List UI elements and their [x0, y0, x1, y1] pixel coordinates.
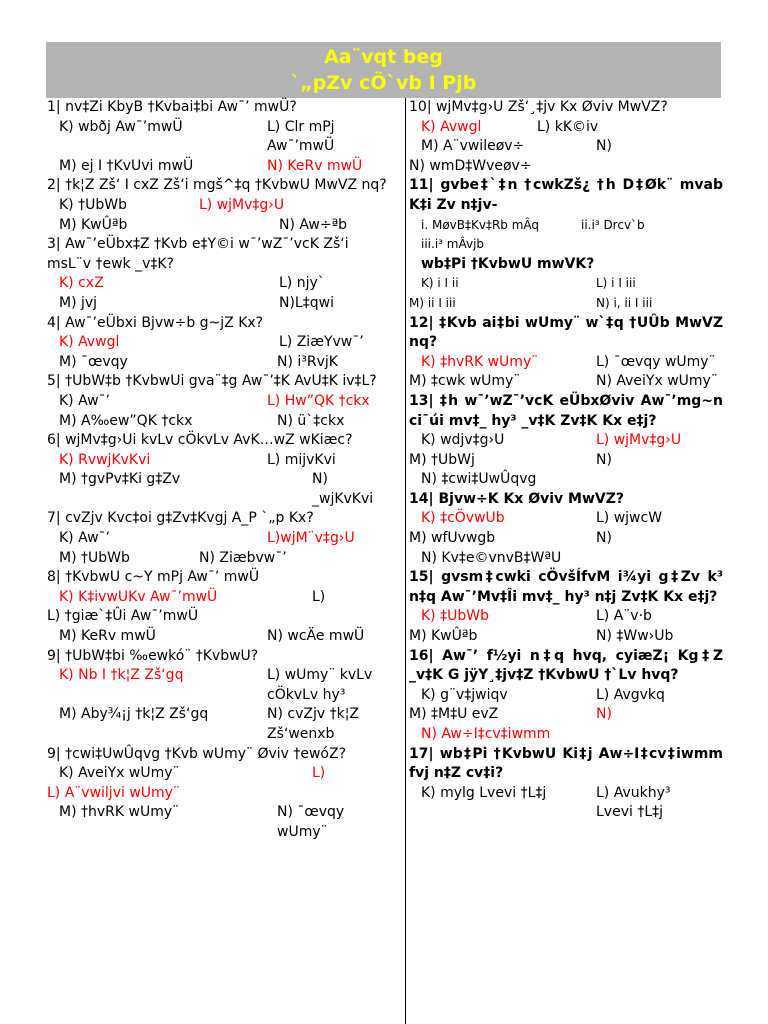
- option-d[interactable]: N) ü`‡ckx: [277, 412, 345, 429]
- option-a[interactable]: K) Aw¯’: [59, 530, 111, 547]
- option-b[interactable]: L) wUmy¨ kvLv cÖkvLv hy³: [267, 667, 373, 703]
- statement-iii: iii.i³ mÂvjb: [421, 237, 485, 252]
- option-d[interactable]: N) Aw÷ªb: [279, 216, 348, 233]
- question-7: [47, 509, 392, 568]
- option-b-text[interactable]: L) †giæ`‡Ûi Aw¯’mwÜ: [47, 608, 199, 625]
- option-d[interactable]: N) Kv‡e©vnvB‡WªU: [421, 549, 562, 566]
- option-d-correct[interactable]: N) KeRv mwÜ: [267, 157, 363, 174]
- option-c[interactable]: M) †UbWj: [409, 451, 475, 468]
- option-a[interactable]: K) wdjv‡g›U: [421, 432, 505, 449]
- option-c[interactable]: M) A‰ew”QK †ckx: [59, 412, 193, 429]
- option-a-correct[interactable]: K) ‡UbWb: [421, 608, 489, 625]
- question-15: [409, 568, 723, 646]
- option-d[interactable]: N) ‡cwi‡UwÛqvg: [421, 471, 537, 488]
- option-c[interactable]: M) †gvPv‡Ki g‡Zv: [59, 471, 181, 488]
- question-text: 9| †cwi‡UwÛqvg †Kvb wUmy¨ Øviv †ewóZ?: [47, 745, 347, 762]
- option-d[interactable]: N) wcÄe mwÜ: [267, 628, 365, 645]
- option-a-correct[interactable]: K) Avwgl: [421, 118, 482, 135]
- question-text: 13| ‡h w¯’wZ¯’vcK eÜbxØviv Aw¯’mg~n ci¯úi mv‡_ hy³ _v‡K Zv‡K Kx e‡j?: [409, 392, 723, 429]
- question-1: [47, 98, 392, 176]
- question-9b: [47, 745, 392, 843]
- option-c[interactable]: M) A¨vwileøv÷: [421, 138, 525, 155]
- option-d[interactable]: N) wmD‡Wveøv÷: [409, 157, 532, 174]
- sub-question: wb‡Pi †KvbwU mwVK?: [421, 255, 595, 272]
- option-a-correct[interactable]: K) cxZ: [59, 275, 104, 292]
- option-b[interactable]: L) ZiæYvw¯’: [279, 334, 364, 351]
- question-6: [47, 431, 392, 509]
- question-17: [409, 745, 723, 823]
- option-a[interactable]: K) AveiYx wUmy¨: [59, 765, 180, 782]
- option-c[interactable]: M) wfUvwgb: [409, 530, 496, 547]
- option-d[interactable]: N) ‡Ww›Ub: [596, 628, 674, 645]
- option-b-correct[interactable]: L) Hw”QK †ckx: [267, 392, 370, 409]
- option-d-marker[interactable]: N): [596, 706, 612, 723]
- option-b[interactable]: L) Clr mPj Aw¯’mwÜ: [267, 118, 335, 155]
- statement-i: i. MøvB‡Kv‡Rb mÂq: [421, 217, 540, 232]
- option-d[interactable]: N)L‡qwi: [279, 294, 334, 311]
- question-8: [47, 568, 392, 646]
- header-title-line1: Aa¨vqt beg: [324, 46, 443, 68]
- question-text: 15| gvsm‡cwki cÖvšÍfvM i¾yi g‡Zv k³ n‡q Aw¯’Mv‡Îi mv‡_ hy³ n‡j Zv‡K Kx e‡j?: [409, 569, 723, 605]
- question-text: 4| Aw¯’eÜbxi Bjvw÷b g~jZ Kx?: [47, 314, 264, 331]
- question-text: 1| nv‡Zi KbyB †Kvbai‡bi Aw¯’ mwÜ?: [47, 99, 297, 115]
- option-c[interactable]: M) KeRv mwÜ: [59, 628, 156, 645]
- statement-ii: ii.i³ Drcv`b: [581, 217, 645, 232]
- option-c[interactable]: M) ‡M‡U evZ: [409, 706, 499, 723]
- option-d[interactable]: N) i, ii I iii: [596, 295, 653, 310]
- question-10: [409, 98, 723, 176]
- option-b[interactable]: L) kK©iv: [537, 118, 599, 135]
- question-9: [47, 647, 392, 745]
- question-11: [409, 176, 723, 313]
- option-d[interactable]: N) cvZjv †k¦Z Zš‘wenxb: [267, 706, 359, 742]
- left-column: [47, 98, 392, 843]
- option-d-marker[interactable]: N): [596, 138, 612, 155]
- option-b-correct[interactable]: L) wjMv‡g›U: [596, 432, 682, 449]
- question-4: [47, 314, 392, 373]
- question-13: [409, 392, 723, 490]
- right-column: [405, 98, 723, 1024]
- option-a[interactable]: K) i I ii: [421, 276, 459, 291]
- option-b[interactable]: L) A¨v·b: [596, 608, 652, 625]
- question-12: [409, 314, 723, 392]
- question-text: 2| †k¦Z Zš‘ I cxZ Zš‘i mgš^‡q †KvbwU MwVZ nq?: [47, 177, 387, 194]
- question-5: [47, 372, 392, 431]
- option-b-correct[interactable]: L) A¨vwiljvi wUmy¨: [47, 784, 180, 801]
- option-b[interactable]: L) Avukhy³ Lvevi †L‡j: [596, 784, 671, 821]
- option-c[interactable]: M) ¯œvqy: [59, 353, 128, 370]
- option-d-marker[interactable]: N): [596, 530, 612, 547]
- question-text: 6| wjMv‡g›Ui kvLv cÖkvLv AvK…wZ wKiæc?: [47, 432, 353, 449]
- question-text: 7| cvZjv Kvc‡oi g‡Zv‡Kvgj A_P `„p Kx?: [47, 510, 314, 527]
- option-b[interactable]: L) i I iii: [596, 276, 636, 291]
- question-text: 11| gvbe‡`‡n †cwkZš¿ †h D‡Øk¨ mvab K‡i Zv n‡jv-: [409, 177, 723, 213]
- option-d[interactable]: N) AveiYx wUmy¨: [596, 373, 718, 390]
- question-text: 3| Aw¯’eÜbx‡Z †Kvb e‡Y©i w¯’wZ¯’vcK Zš‘i msL¨v †ewk _v‡K?: [47, 236, 349, 272]
- option-a-correct[interactable]: K) RvwjKvKvi: [59, 451, 151, 468]
- option-c[interactable]: M) jvj: [59, 294, 98, 311]
- option-b[interactable]: L) wjwcW: [596, 510, 663, 527]
- option-b-correct[interactable]: L) wjMv‡g›U: [199, 196, 285, 213]
- option-a-correct[interactable]: K) K‡ivwUKv Aw¯’mwÜ: [59, 588, 218, 605]
- question-text: 14| Bjvw÷K Kx Øviv MwVZ?: [409, 490, 625, 507]
- option-a-correct[interactable]: K) Avwgl: [59, 334, 120, 351]
- question-text: 16| Aw¯’ f½yi n‡q hvq, cyiæZ¡ Kg‡Z _v‡K G jÿY¸‡jv‡Z †KvbwU †`Lv hvq?: [409, 647, 723, 684]
- option-a[interactable]: K) †UbWb: [59, 196, 127, 213]
- option-a[interactable]: K) mylg Lvevi †L‡j: [421, 784, 547, 801]
- option-a-correct[interactable]: K) ‡hvRK wUmy¨: [421, 353, 539, 370]
- option-d[interactable]: N) Ziæbvw¯’: [199, 549, 287, 566]
- question-2: [47, 176, 392, 235]
- option-a-correct[interactable]: K) ‡cÖvwUb: [421, 510, 505, 527]
- header-title-line2: `„pZv cÖ`vb I Pjb: [290, 72, 477, 94]
- option-d-marker[interactable]: N): [596, 451, 612, 468]
- option-c[interactable]: M) KwÛªb: [409, 628, 478, 645]
- question-text: 9| †UbW‡bi ‰ewkó¨ †KvbwU?: [47, 647, 259, 664]
- option-c[interactable]: M) †UbWb: [59, 549, 130, 566]
- question-text: 5| †UbW‡b †KvbwUi gva¨‡g Aw¯’‡K AvU‡K iv‡L?: [47, 373, 377, 390]
- option-d-correct[interactable]: N) Aw÷I‡cv‡iwmm: [421, 726, 551, 742]
- option-d[interactable]: N) _wjKvKvi: [312, 471, 374, 507]
- option-c[interactable]: M) Aby¾¡j †k¦Z Zš‘gq: [59, 706, 209, 723]
- option-b-correct[interactable]: L)wjM¨v‡g›U: [267, 530, 355, 547]
- option-b[interactable]: L) njy`: [279, 275, 325, 292]
- question-3: [47, 235, 392, 313]
- question-16: [409, 647, 723, 745]
- option-b-marker[interactable]: L): [312, 765, 326, 782]
- option-a-correct[interactable]: K) Nb I †k¦Z Zš‘gq: [59, 667, 184, 684]
- option-c[interactable]: M) KwÛªb: [59, 216, 128, 233]
- option-c[interactable]: M) ‡cwk wUmy¨: [409, 373, 521, 390]
- option-b[interactable]: L) Avgvkq: [596, 686, 665, 703]
- option-b[interactable]: L): [312, 588, 326, 605]
- option-b[interactable]: L) ¯œvqy wUmy¨: [596, 353, 716, 370]
- question-text: 8| †KvbwU c~Y mPj Aw¯’ mwÜ: [47, 569, 260, 586]
- question-14: [409, 490, 723, 568]
- option-a[interactable]: K) Aw¯’: [59, 392, 111, 409]
- page-header: [46, 42, 721, 98]
- question-text: 12| ‡Kvb ai‡bi wUmy¨ w`‡q †UÛb MwVZ nq?: [409, 314, 723, 351]
- option-b[interactable]: L) mijvKvi: [267, 451, 336, 468]
- option-a[interactable]: K) g¨v‡jwiqv: [421, 686, 508, 703]
- option-c[interactable]: M) †hvRK wUmy¨: [59, 804, 180, 821]
- option-a[interactable]: K) wbðj Aw¯’mwÜ: [59, 118, 183, 135]
- option-c[interactable]: M) ej I †KvUvi mwÜ: [59, 157, 194, 174]
- option-d[interactable]: N) ¯œvqy wUmy¨: [277, 804, 345, 840]
- option-c[interactable]: M) ii I iii: [409, 295, 456, 310]
- option-d[interactable]: N) i³RvjK: [277, 353, 338, 370]
- question-text: 17| wb‡Pi †KvbwU Ki‡j Aw÷I‡cv‡iwmm fvj n‡Z cv‡i?: [409, 745, 723, 782]
- question-text: 10| wjMv‡g›U Zš‘¸‡jv Kx Øviv MwVZ?: [409, 99, 668, 115]
